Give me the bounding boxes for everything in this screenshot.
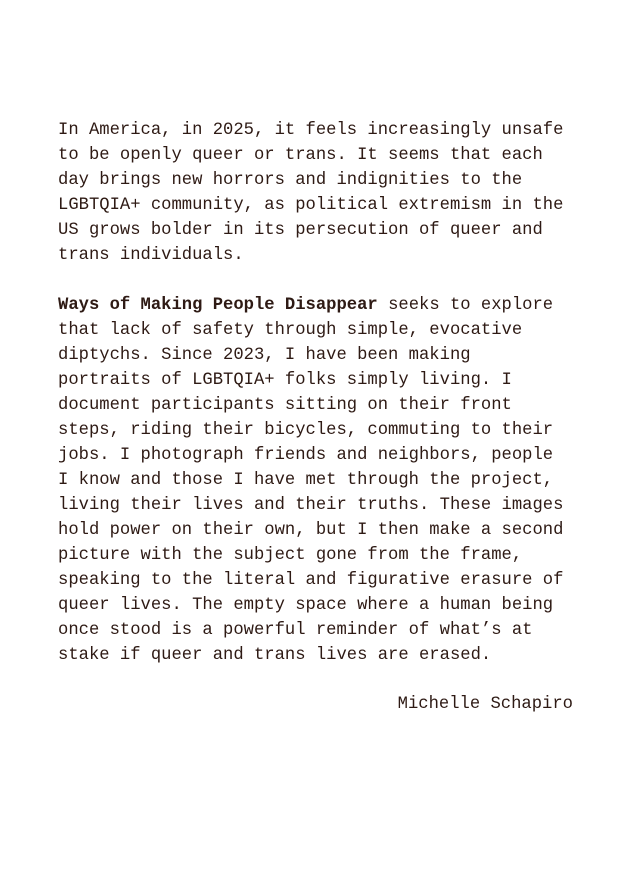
paragraph-line: to be openly queer or trans. It seems that each bbox=[58, 146, 543, 165]
paragraph-line: portraits of LGBTQIA+ folks simply living. I bbox=[58, 371, 512, 390]
paragraph-1 bbox=[58, 118, 580, 268]
paragraph-line: living their lives and their truths. These images bbox=[58, 496, 564, 515]
author-signature: Michelle Schapiro bbox=[397, 695, 573, 714]
artist-statement bbox=[58, 118, 580, 668]
paragraph-line: In America, in 2025, it feels increasingly unsafe bbox=[58, 121, 564, 140]
paragraph-line: stake if queer and trans lives are erased. bbox=[58, 646, 492, 665]
paragraph-first-line bbox=[58, 293, 580, 318]
paragraph-line: jobs. I photograph friends and neighbors, people bbox=[58, 446, 554, 465]
paragraph-line-rest: seeks to explore bbox=[377, 296, 554, 315]
paragraph-line: LGBTQIA+ community, as political extremism in the bbox=[58, 196, 564, 215]
paragraph-line: once stood is a powerful reminder of what’s at bbox=[58, 621, 533, 640]
paragraph-line: day brings new horrors and indignities to the bbox=[58, 171, 523, 190]
paragraph-line: that lack of safety through simple, evocative bbox=[58, 321, 523, 340]
paragraph-line: hold power on their own, but I then make a second bbox=[58, 521, 564, 540]
paragraph-line: trans individuals. bbox=[58, 246, 244, 265]
paragraph-line: US grows bolder in its persecution of queer and bbox=[58, 221, 543, 240]
paragraph-gap bbox=[58, 268, 580, 293]
paragraph-line: speaking to the literal and figurative erasure of bbox=[58, 571, 564, 590]
paragraph-2 bbox=[58, 293, 580, 668]
paragraph-line: picture with the subject gone from the frame, bbox=[58, 546, 523, 565]
paragraph-line: document participants sitting on their front bbox=[58, 396, 512, 415]
project-title: Ways of Making People Disappear bbox=[58, 296, 378, 315]
paragraph-line: queer lives. The empty space where a human being bbox=[58, 596, 554, 615]
paragraph-line: steps, riding their bicycles, commuting to their bbox=[58, 421, 554, 440]
paragraph-line: diptychs. Since 2023, I have been making bbox=[58, 346, 471, 365]
paragraph-line: I know and those I have met through the project, bbox=[58, 471, 554, 490]
